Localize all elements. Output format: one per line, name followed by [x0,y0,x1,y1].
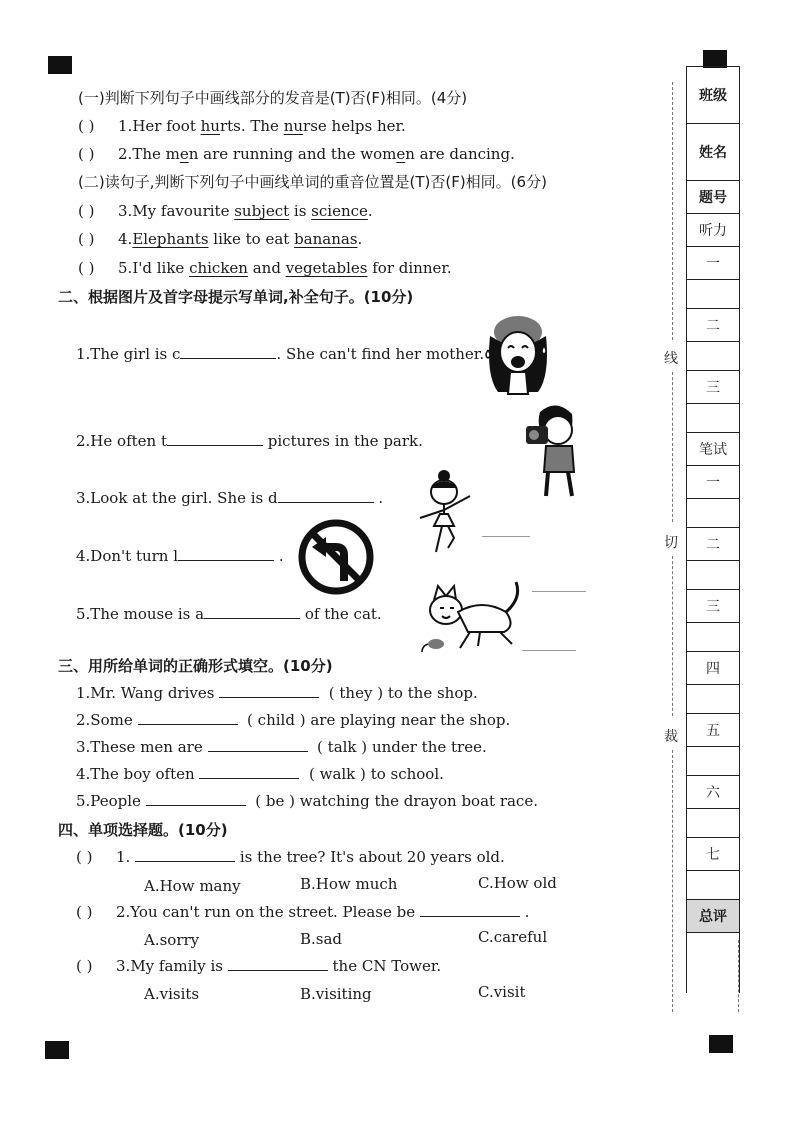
part1-sub2-title: (二)读句子,判断下列句子中画线单词的重音位置是(T)否(F)相同。(6分) [78,173,547,191]
cut-line-label-3: 裁 [664,729,678,745]
no-left-turn-sign [296,517,376,597]
answer-bracket[interactable]: ( ) [76,903,93,921]
answer-bracket[interactable]: ( ) [78,117,95,135]
option-c[interactable]: C.visit [478,983,526,1001]
blank-score-cell[interactable] [687,561,739,590]
part1-question-4: ( ) 4.Elephants like to eat bananas. [78,230,363,248]
score-sidebar [686,66,740,993]
dancing-girl-illustration [414,468,476,558]
name-field[interactable]: 姓名 [687,124,739,181]
answer-blank[interactable] [180,344,276,359]
written-5: 五 [687,714,739,747]
option-c[interactable]: C.How old [478,874,557,892]
listening-2: 二 [687,309,739,342]
part2-question-2: 2.He often t pictures in the park. [76,432,423,450]
answer-bracket[interactable]: ( ) [78,202,95,220]
written-7: 七 [687,838,739,871]
answer-blank[interactable] [199,764,299,779]
answer-blank[interactable] [138,710,238,725]
part3-question-3: 3.These men are ( talk ) under the tree. [76,738,487,756]
part1-sub1-title: (一)判断下列句子中画线部分的发音是(T)否(F)相同。(4分) [78,89,468,107]
blank-score-cell[interactable] [687,623,739,652]
blank-score-cell[interactable] [687,499,739,528]
total-evaluation-header: 总评 [687,900,739,933]
listening-1: 一 [687,247,739,280]
registration-mark-top-left [48,56,72,74]
part1-question-1: ( ) 1.Her foot hurts. The nurse helps her. [78,117,406,135]
cut-line-segment [672,556,673,716]
part3-question-2: 2.Some ( child ) are playing near the shop. [76,711,511,729]
answer-blank[interactable] [178,546,274,561]
answer-bracket[interactable]: ( ) [78,230,95,248]
written-header: 笔试 [687,433,739,466]
part4-question-1: ( ) 1. is the tree? It's about 20 years old. [76,848,505,866]
answer-bracket[interactable]: ( ) [78,145,95,163]
cut-line-segment [672,82,673,340]
answer-blank[interactable] [219,683,319,698]
part3-question-5: 5.People ( be ) watching the drayon boat race. [76,792,538,810]
option-b[interactable]: B.visiting [300,985,372,1003]
part4-title: 四、单项选择题。(10分) [58,821,228,839]
answer-blank[interactable] [228,956,328,971]
part4-question-3: ( ) 3.My family is the CN Tower. [76,957,442,975]
answer-blank[interactable] [146,791,246,806]
option-b[interactable]: B.sad [300,930,343,948]
listening-3: 三 [687,371,739,404]
option-a[interactable]: A.visits [144,985,200,1003]
part2-question-4: 4.Don't turn l . [76,547,284,565]
part3-question-1: 1.Mr. Wang drives ( they ) to the shop. [76,684,478,702]
total-score-cell[interactable] [687,933,739,993]
cat-chasing-mouse-illustration [420,578,530,656]
written-1: 一 [687,466,739,499]
listening-header: 听力 [687,214,739,247]
part3-question-4: 4.The boy often ( walk ) to school. [76,765,444,783]
sidebar-dashed-edge [738,940,739,1012]
answer-blank[interactable] [208,737,308,752]
written-3: 三 [687,590,739,623]
registration-mark-bottom-right [709,1035,733,1053]
cut-line-label-1: 线 [664,351,678,367]
part1-question-5: ( ) 5.I'd like chicken and vegetables for dinner. [78,259,452,277]
written-6: 六 [687,776,739,809]
picture-answer-line [482,536,530,537]
blank-score-cell[interactable] [687,280,739,309]
part2-question-5: 5.The mouse is a of the cat. [76,605,382,623]
cut-line-label-2: 切 [664,535,678,551]
option-a[interactable]: A.How many [144,877,241,895]
written-4: 四 [687,652,739,685]
part3-title: 三、用所给单词的正确形式填空。(10分) [58,657,333,675]
option-a[interactable]: A.sorry [144,931,200,949]
cut-line-segment [672,750,673,1012]
option-b[interactable]: B.How much [300,875,398,893]
answer-blank[interactable] [278,488,374,503]
part1-question-2: ( ) 2.The men are running and the women are dancing. [78,145,515,163]
blank-score-cell[interactable] [687,342,739,371]
written-2: 二 [687,528,739,561]
blank-score-cell[interactable] [687,871,739,900]
part2-title: 二、根据图片及首字母提示写单词,补全句子。(10分) [58,288,414,306]
part2-question-1: 1.The girl is c . She can't find her mother. [76,345,485,363]
class-field[interactable]: 班级 [687,67,739,124]
blank-score-cell[interactable] [687,685,739,714]
question-number-header: 题号 [687,181,739,214]
registration-mark-bottom-left [45,1041,69,1059]
option-c[interactable]: C.careful [478,928,548,946]
answer-bracket[interactable]: ( ) [78,259,95,277]
answer-blank[interactable] [204,604,300,619]
part4-question-2: ( ) 2.You can't run on the street. Please be . [76,903,530,921]
answer-blank[interactable] [135,847,235,862]
answer-bracket[interactable]: ( ) [76,957,93,975]
picture-answer-line [532,591,586,592]
crying-girl-illustration [478,306,556,398]
part2-question-3: 3.Look at the girl. She is d . [76,489,384,507]
boy-with-camera-illustration [520,402,586,498]
blank-score-cell[interactable] [687,404,739,433]
blank-score-cell[interactable] [687,747,739,776]
cut-line-segment [672,372,673,522]
blank-score-cell[interactable] [687,809,739,838]
part1-question-3: ( ) 3.My favourite subject is science. [78,202,373,220]
answer-blank[interactable] [420,902,520,917]
answer-blank[interactable] [167,431,263,446]
answer-bracket[interactable]: ( ) [76,848,93,866]
picture-answer-line [522,650,576,651]
